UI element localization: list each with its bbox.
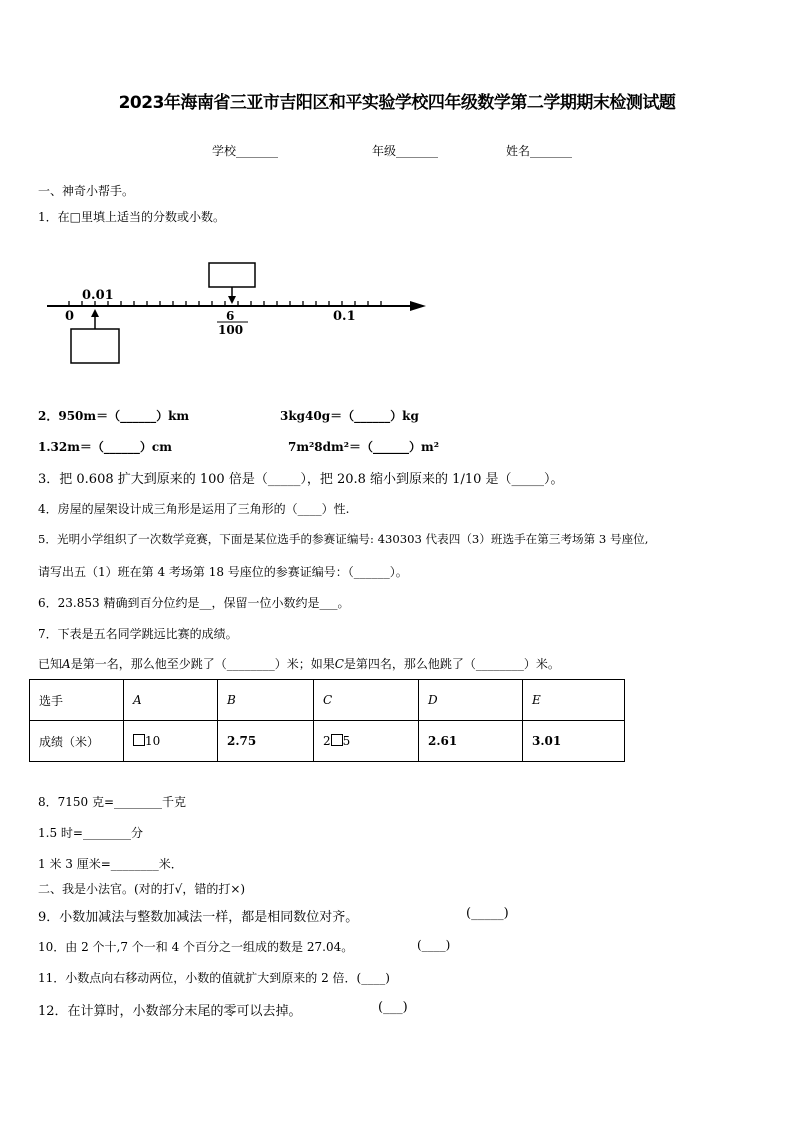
question-1: 1．在□里填上适当的分数或小数。 <box>38 210 225 224</box>
question-2a: 2．950m＝（______）km <box>38 409 190 423</box>
question-7-prompt: 已知A是第一名，那么他至少跳了（________）米；如果C是第四名，那么他跳了（________）米。 <box>38 657 560 671</box>
score-d: 2.61 <box>419 721 523 762</box>
number-line-figure <box>44 258 434 370</box>
label-frac-denominator: 100 <box>218 323 244 337</box>
score-a: 10 <box>124 721 218 762</box>
row-score-label: 成绩（米） <box>30 721 124 762</box>
question-8b: 1.5 时=________分 <box>38 826 143 840</box>
question-9: 9．小数加减法与整数加减法一样，都是相同数位对齐。 <box>38 910 359 925</box>
question-4: 4．房屋的屋架设计成三角形是运用了三角形的（____）性. <box>38 502 350 516</box>
player-e: E <box>523 680 625 721</box>
question-2c: 1.32m＝（______）cm <box>38 440 172 454</box>
question-11: 11．小数点向右移动两位，小数的值就扩大到原来的 2 倍．(____) <box>38 971 390 985</box>
question-2d: 7m²8dm²＝（______）m² <box>288 440 439 454</box>
question-9-blank: (_____) <box>466 906 509 921</box>
question-5-line-1: 5．光明小学组织了一次数学竞赛，下面是某位选手的参赛证编号: 430303 代表四（3）班选手在第三考场第 3 号座位, <box>38 532 649 546</box>
label-0-1: 0.1 <box>333 309 356 324</box>
question-6: 6．23.853 精确到百分位约是__，保留一位小数约是___。 <box>38 596 350 610</box>
label-0: 0 <box>65 309 75 324</box>
label-frac-numerator: 6 <box>226 309 235 323</box>
answer-box-top <box>209 263 255 287</box>
number-line-arrow <box>410 301 426 311</box>
question-10-blank: (____) <box>417 938 451 952</box>
blank-square-icon <box>331 734 343 746</box>
pointer-down-arrow <box>228 296 236 304</box>
score-e: 3.01 <box>523 721 625 762</box>
question-8c: 1 米 3 厘米=________米． <box>38 857 183 871</box>
player-b: B <box>218 680 314 721</box>
page-title: 2023年海南省三亚市吉阳区和平实验学校四年级数学第二学期期末检测试题 <box>118 93 676 113</box>
jump-scores-table <box>29 679 625 762</box>
section-1-heading: 一、神奇小帮手。 <box>38 184 135 198</box>
blank-square-icon <box>133 734 145 746</box>
header-player-label: 选手 <box>30 680 124 721</box>
player-a: A <box>124 680 218 721</box>
player-d: D <box>419 680 523 721</box>
question-3: 3．把 0.608 扩大到原来的 100 倍是（_____），把 20.8 缩小到原来的 1/10 是（_____）。 <box>38 472 564 487</box>
player-c: C <box>314 680 419 721</box>
score-c: 2 5 <box>314 721 419 762</box>
answer-box-bottom <box>71 329 119 363</box>
label-0-01: 0.01 <box>82 288 114 303</box>
question-12: 12．在计算时，小数部分末尾的零可以去掉。 <box>38 1004 302 1019</box>
question-10: 10．由 2 个十,7 个一和 4 个百分之一组成的数是 27.04。 <box>38 940 354 954</box>
table-row <box>30 721 625 762</box>
grade-field: 年级_______ <box>372 144 439 158</box>
question-12-blank: (___) <box>378 1000 408 1015</box>
pointer-up-arrow <box>91 309 99 317</box>
school-field: 学校_______ <box>212 144 279 158</box>
name-field: 姓名_______ <box>506 144 573 158</box>
score-b: 2.75 <box>218 721 314 762</box>
question-7-intro: 7．下表是五名同学跳远比赛的成绩。 <box>38 627 238 641</box>
question-2b: 3kg40g＝（______）kg <box>280 409 419 423</box>
question-5-line-2: 请写出五（1）班在第 4 考场第 18 号座位的参赛证编号：（______）。 <box>38 565 408 579</box>
question-8a: 8．7150 克=________千克 <box>38 795 187 809</box>
table-row <box>30 680 625 721</box>
section-2-heading: 二、我是小法官。(对的打√，错的打×) <box>38 882 246 896</box>
